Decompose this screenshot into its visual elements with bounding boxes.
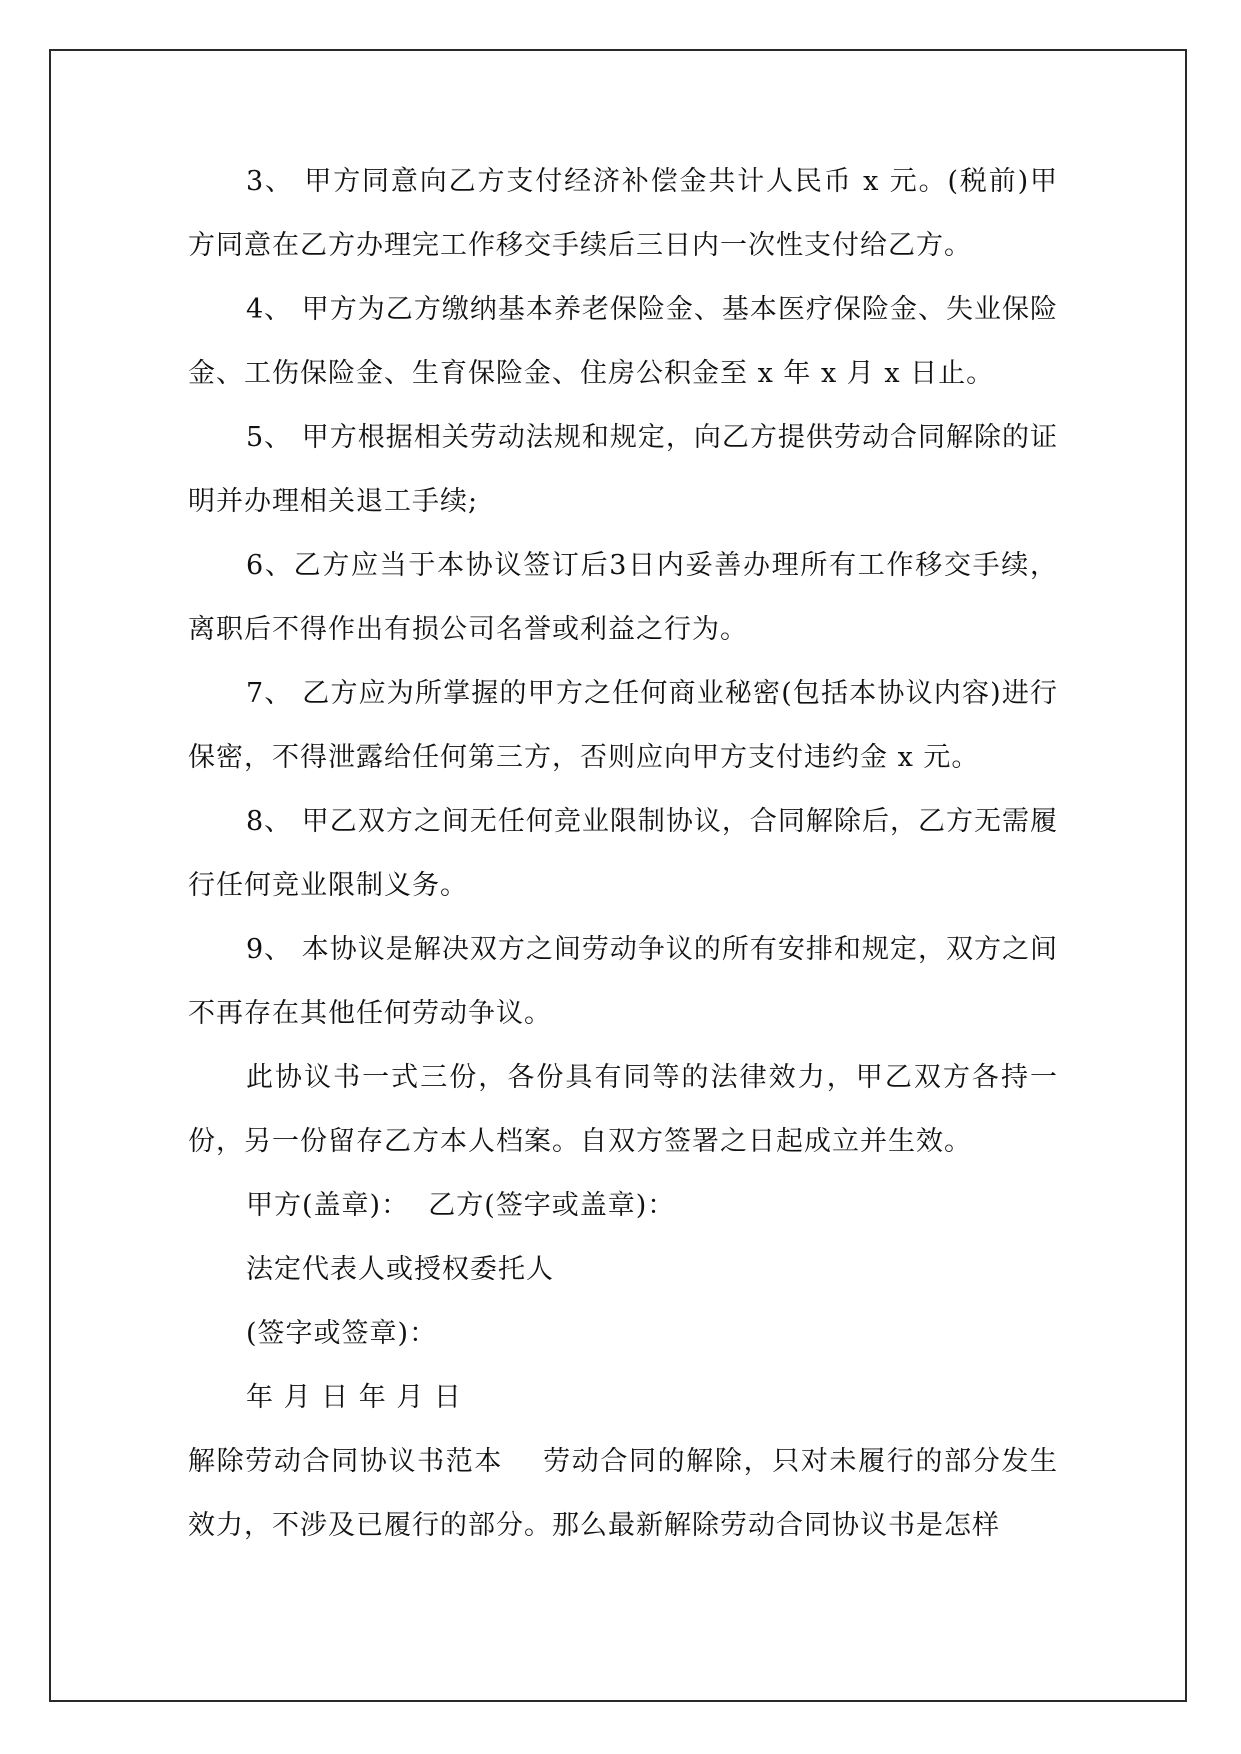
document-body bbox=[188, 150, 1058, 1558]
clause-6: 6、乙方应当于本协议签订后3日内妥善办理所有工作移交手续，离职后不得作出有损公司名誉或利益之行为。 bbox=[188, 550, 1058, 645]
next-section-text: 劳动合同的解除，只对未履行的部分发生效力，不涉及已履行的部分。那么最新解除劳动合同协议书是怎样 bbox=[188, 1446, 1059, 1541]
clause-3: 3、 甲方同意向乙方支付经济补偿金共计人民币 x 元。(税前)甲方同意在乙方办理完工作移交手续后三日内一次性支付给乙方。 bbox=[188, 166, 1058, 261]
clause-9: 9、 本协议是解决双方之间劳动争议的所有安排和规定，双方之间不再存在其他任何劳动争议。 bbox=[188, 934, 1058, 1029]
copies-clause: 此协议书一式三份，各份具有同等的法律效力，甲乙双方各持一份，另一份留存乙方本人档案。自双方签署之日起成立并生效。 bbox=[188, 1062, 1058, 1157]
clause-4: 4、 甲方为乙方缴纳基本养老保险金、基本医疗保险金、失业保险金、工伤保险金、生育保险金、住房公积金至 x 年 x 月 x 日止。 bbox=[188, 294, 1058, 389]
clause-8: 8、 甲乙双方之间无任何竞业限制协议，合同解除后，乙方无需履行任何竞业限制义务。 bbox=[188, 806, 1058, 901]
signature-date-line: 年 月 日 年 月 日 bbox=[246, 1382, 462, 1413]
clause-7: 7、 乙方应为所掌握的甲方之任何商业秘密(包括本协议内容)进行保密，不得泄露给任何第三方，否则应向甲方支付违约金 x 元。 bbox=[188, 678, 1058, 773]
next-section bbox=[188, 1430, 1058, 1558]
next-section-title: 解除劳动合同协议书范本 bbox=[188, 1446, 504, 1477]
clause-5: 5、 甲方根据相关劳动法规和规定，向乙方提供劳动合同解除的证明并办理相关退工手续; bbox=[188, 422, 1058, 517]
signature-representative: 法定代表人或授权委托人 bbox=[246, 1254, 554, 1285]
signature-parties: 甲方(盖章)： 乙方(签字或盖章)： bbox=[246, 1190, 676, 1221]
signature-note: (签字或签章)： bbox=[246, 1318, 438, 1349]
